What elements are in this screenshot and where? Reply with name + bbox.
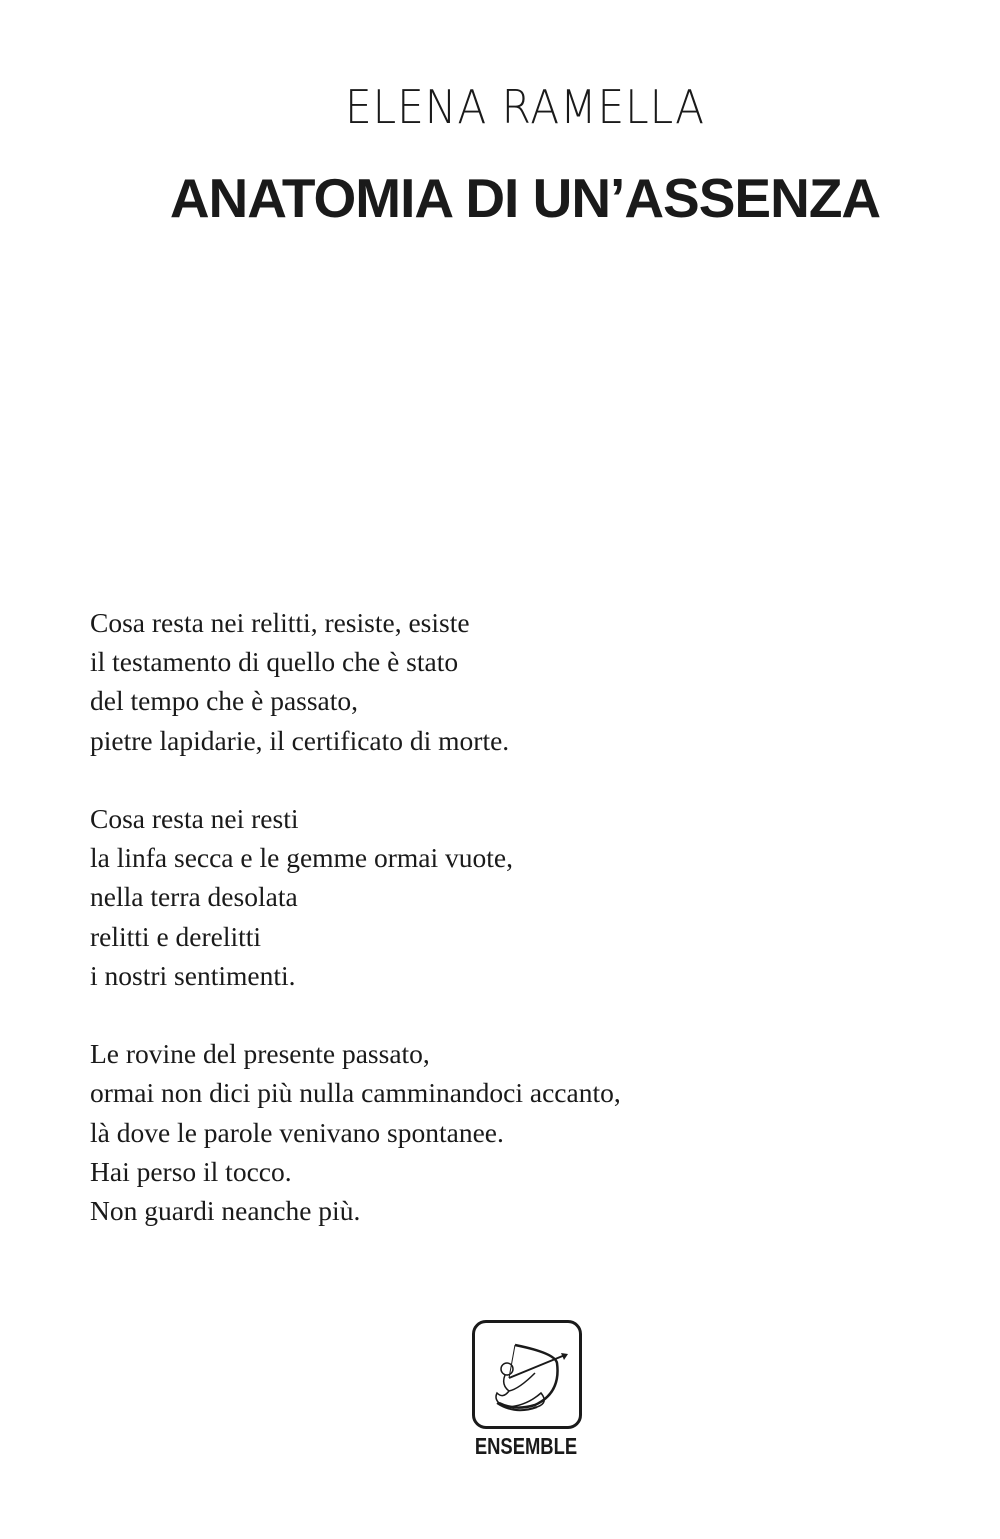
stanza (90, 799, 621, 995)
poem-line: Le rovine del presente passato, (90, 1038, 430, 1070)
poem-line: Cosa resta nei relitti, resiste, esiste (90, 607, 470, 638)
poem-line: i nostri sentimenti. (90, 959, 296, 991)
poem (90, 603, 621, 1269)
poem-line: Non guardi neanche più. (90, 1195, 361, 1227)
poem-line: la linfa secca e le gemme ormai vuote, (90, 842, 514, 874)
book-title: ANATOMIA DI UN’ASSENZA (169, 167, 881, 229)
poem-line: relitti e derelitti (90, 920, 262, 952)
poem-line: Hai perso il tocco. (90, 1155, 292, 1187)
poem-line: Cosa resta nei resti (90, 803, 299, 834)
poem-line: ormai non dici più nulla camminandoci accanto, (90, 1077, 621, 1109)
poem-line: il testamento di quello che è stato (90, 646, 459, 678)
poem-line: là dove le parole venivano spontanee. (90, 1116, 504, 1148)
poem-line: nella terra desolata (90, 881, 298, 913)
publisher-logo-archer-icon (472, 1320, 582, 1429)
poem-line: del tempo che è passato, (90, 685, 359, 717)
stanza (90, 603, 621, 760)
poem-line: pietre lapidarie, il certificato di morte. (90, 724, 510, 756)
stanza (90, 1034, 621, 1230)
publisher-name: ENSEMBLE (474, 1433, 578, 1459)
author-name: ELENA RAMELLA (344, 80, 706, 134)
